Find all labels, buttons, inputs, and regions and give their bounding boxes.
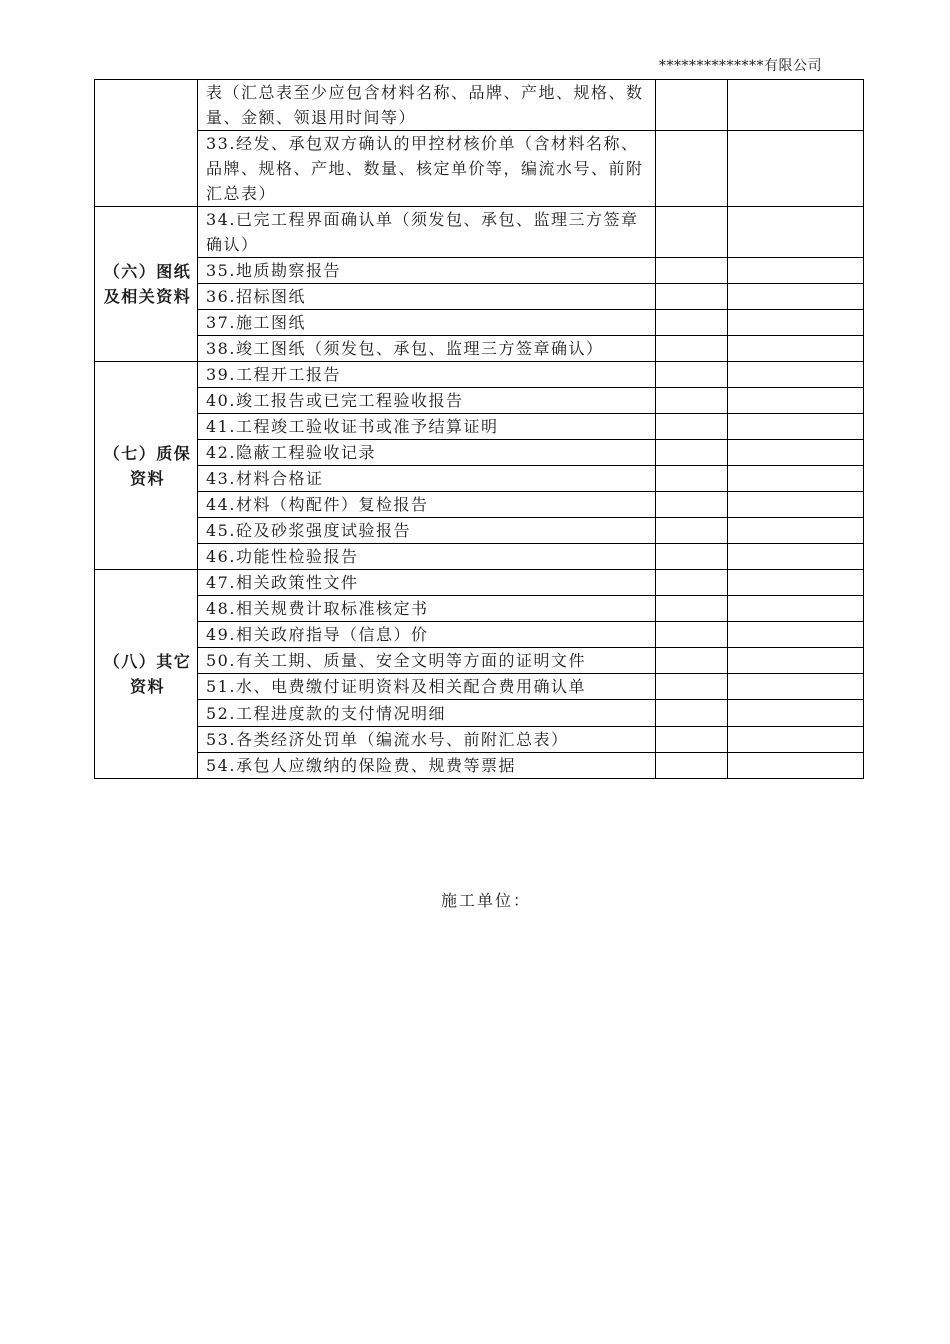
- item-cell: 38.竣工图纸（须发包、承包、监理三方签章确认）: [198, 336, 656, 362]
- item-cell: 52.工程进度款的支付情况明细: [198, 700, 656, 727]
- group-label-quality: （七）质保资料: [95, 362, 198, 570]
- table-row: [95, 727, 864, 753]
- table-row: [95, 440, 864, 466]
- item-cell: 45.砼及砂浆强度试验报告: [198, 518, 656, 544]
- item-cell: 42.隐蔽工程验收记录: [198, 440, 656, 466]
- blank-cell: [656, 753, 728, 779]
- table-row: [95, 414, 864, 440]
- item-cell: 48.相关规费计取标准核定书: [198, 596, 656, 622]
- item-cell: 41.工程竣工验收证书或准予结算证明: [198, 414, 656, 440]
- blank-cell: [728, 310, 864, 336]
- blank-cell: [728, 674, 864, 700]
- blank-cell: [728, 492, 864, 518]
- table-row: [95, 492, 864, 518]
- table-row: [95, 570, 864, 596]
- blank-cell: [728, 727, 864, 753]
- blank-cell: [728, 596, 864, 622]
- blank-cell: [728, 207, 864, 258]
- blank-cell: [728, 518, 864, 544]
- item-cell: 43.材料合格证: [198, 466, 656, 492]
- table-row: [95, 336, 864, 362]
- item-cell: 35.地质勘察报告: [198, 258, 656, 284]
- blank-cell: [656, 674, 728, 700]
- document-table: [94, 79, 864, 779]
- blank-cell: [656, 622, 728, 648]
- blank-cell: [656, 492, 728, 518]
- group-label-drawings: （六）图纸及相关资料: [95, 207, 198, 362]
- blank-cell: [728, 80, 864, 131]
- blank-cell: [728, 440, 864, 466]
- item-cell: 47.相关政策性文件: [198, 570, 656, 596]
- table-row: [95, 362, 864, 388]
- item-cell: 36.招标图纸: [198, 284, 656, 310]
- blank-cell: [656, 518, 728, 544]
- blank-cell: [656, 80, 728, 131]
- blank-cell: [728, 131, 864, 207]
- blank-cell: [728, 753, 864, 779]
- blank-cell: [656, 336, 728, 362]
- item-cell: 50.有关工期、质量、安全文明等方面的证明文件: [198, 648, 656, 674]
- table-row: [95, 310, 864, 336]
- table-row: [95, 674, 864, 700]
- table-row: [95, 207, 864, 258]
- blank-cell: [728, 414, 864, 440]
- table-row: [95, 388, 864, 414]
- item-cell: 39.工程开工报告: [198, 362, 656, 388]
- group-label-other: （八）其它资料: [95, 570, 198, 779]
- company-header: **************有限公司: [659, 58, 822, 74]
- blank-cell: [656, 440, 728, 466]
- blank-cell: [728, 336, 864, 362]
- blank-cell: [656, 284, 728, 310]
- item-cell: 51.水、电费缴付证明资料及相关配合费用确认单: [198, 674, 656, 700]
- blank-cell: [656, 570, 728, 596]
- table-row: [95, 544, 864, 570]
- blank-cell: [728, 622, 864, 648]
- blank-cell: [656, 362, 728, 388]
- item-cell: 53.各类经济处罚单（编流水号、前附汇总表）: [198, 727, 656, 753]
- blank-cell: [728, 258, 864, 284]
- blank-cell: [656, 258, 728, 284]
- table-row: [95, 284, 864, 310]
- group-label-continued: [95, 80, 198, 207]
- blank-cell: [728, 388, 864, 414]
- blank-cell: [656, 207, 728, 258]
- blank-cell: [656, 310, 728, 336]
- blank-cell: [656, 544, 728, 570]
- table-row: [95, 131, 864, 207]
- table-row: [95, 596, 864, 622]
- item-cell: 37.施工图纸: [198, 310, 656, 336]
- table-row: [95, 700, 864, 727]
- construction-unit-label: 施工单位：: [441, 891, 532, 910]
- item-cell: 44.材料（构配件）复检报告: [198, 492, 656, 518]
- item-cell: 34.已完工程界面确认单（须发包、承包、监理三方签章确认）: [198, 207, 656, 258]
- document-table-body: [95, 80, 864, 779]
- table-row: [95, 518, 864, 544]
- table-row: [95, 753, 864, 779]
- item-cell: 54.承包人应缴纳的保险费、规费等票据: [198, 753, 656, 779]
- blank-cell: [728, 284, 864, 310]
- item-cell: 46.功能性检验报告: [198, 544, 656, 570]
- table-row: [95, 622, 864, 648]
- blank-cell: [728, 466, 864, 492]
- blank-cell: [656, 648, 728, 674]
- blank-cell: [656, 414, 728, 440]
- blank-cell: [728, 700, 864, 727]
- item-cell: 33.经发、承包双方确认的甲控材核价单（含材料名称、品牌、规格、产地、数量、核定单价等，编流水号、前附汇总表）: [198, 131, 656, 207]
- item-cell: 表（汇总表至少应包含材料名称、品牌、产地、规格、数量、金额、领退用时间等）: [198, 80, 656, 131]
- table-row: [95, 258, 864, 284]
- blank-cell: [656, 596, 728, 622]
- blank-cell: [656, 700, 728, 727]
- blank-cell: [728, 544, 864, 570]
- item-cell: 49.相关政府指导（信息）价: [198, 622, 656, 648]
- blank-cell: [728, 362, 864, 388]
- blank-cell: [656, 131, 728, 207]
- table-row: [95, 648, 864, 674]
- blank-cell: [656, 727, 728, 753]
- item-cell: 40.竣工报告或已完工程验收报告: [198, 388, 656, 414]
- blank-cell: [656, 466, 728, 492]
- table-row: [95, 466, 864, 492]
- table-row: [95, 80, 864, 131]
- blank-cell: [728, 570, 864, 596]
- blank-cell: [728, 648, 864, 674]
- blank-cell: [656, 388, 728, 414]
